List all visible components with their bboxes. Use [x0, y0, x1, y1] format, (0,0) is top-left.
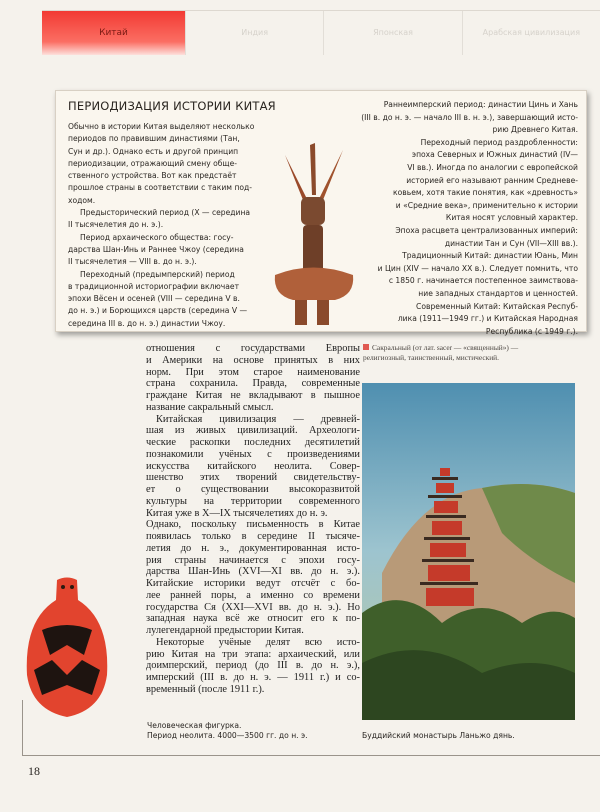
box-right-line: ковьем, хотя такие понятия, как «древность»: [393, 188, 578, 198]
box-right-line: историей его называют ранним Средневе-: [406, 175, 578, 185]
bronze-figure-image: [265, 135, 360, 330]
box-left-line: в традиционной историографии включает: [68, 281, 240, 291]
main-text-line: появилась только в середине II тысяче-: [146, 531, 360, 542]
box-right-line: и Цин (XIV — начало XX в.). Следует помнить, что: [377, 263, 578, 273]
box-left-line: ственного устройства. Вот как предстаёт: [68, 171, 237, 181]
main-text-line: государства Ся (XXI—XVI вв. до н. э.). Но: [146, 601, 360, 613]
main-text-line: ческие раскопки последних десятилетий: [146, 437, 360, 448]
box-right-line: эпоха Северных и Южных династий (IV—: [411, 150, 578, 160]
main-text-line: отношения с государствами Европы: [146, 343, 360, 354]
main-text-line: страна сохранила. Правда, современные: [146, 378, 360, 390]
figurine-caption-line-1: Человеческая фигурка.: [147, 721, 242, 730]
main-text-line: летия до н. э., документированная исто-: [146, 542, 360, 554]
main-text-line: доимперский, период (до III в. до н. э.),: [146, 660, 360, 672]
main-text-line: Китайские историки ведут отсчёт с бо-: [146, 578, 360, 589]
main-text-line: временный (после 1911 г.).: [146, 683, 265, 695]
main-text-line: лулегендарной предыстории Китая.: [146, 625, 304, 636]
box-left-line: Предысторический период (X — середина: [80, 208, 251, 218]
box-left-line: Сун и др.). Однако есть и другой принцип: [68, 146, 239, 156]
figurine-caption-line-2: Период неолита. 4000—3500 гг. до н. э.: [147, 731, 308, 740]
box-title: ПЕРИОДИЗАЦИЯ ИСТОРИИ КИТАЯ: [68, 99, 276, 113]
main-text-line: лее ранней поры, а именно со времени: [146, 589, 360, 601]
monastery-caption: Буддийский монастырь Ланьжо дянь.: [362, 731, 515, 740]
box-right-line: Раннеимперский период: династии Цинь и Хань: [383, 100, 578, 109]
main-text-line: рию Китая на три этапа: архаический, или: [146, 648, 360, 660]
main-text-line: граждане Китая не вкладывают в пышное: [146, 390, 360, 401]
box-left-line: II тысячелетия до н. э.).: [68, 220, 164, 230]
neolithic-vase-image: [22, 575, 112, 720]
box-right-line: (III в. до н. э. — начало III в. н. э.), завершающий исто-: [361, 112, 578, 122]
box-right-column: [328, 99, 578, 338]
gloss-line-1: Сакральный (от лат. sacer — «священный») —: [372, 343, 519, 352]
box-left-line: Переходный (предымперский) период: [80, 269, 235, 279]
main-text-line: Китая уже в X—IX тысячелетиях до н. э.: [146, 507, 328, 519]
box-left-line: прошлое страны в соответствии с таким под-: [68, 183, 253, 193]
box-left-line: II тысячелетия — VIII в. до н. э.).: [68, 257, 197, 267]
box-left-line: Период архаического общества: госу-: [80, 232, 234, 242]
main-text-line: имперский (III в. до н. э. — 1911 г.) и со-: [146, 672, 360, 683]
gloss-line-2: религиозный, таинственный, мистический.: [363, 353, 499, 362]
box-left-line: до н. э.) и Борющихся царств (середина V —: [68, 306, 248, 316]
main-text-line: западная наука всё же относит его к по-: [146, 613, 360, 625]
main-text-line: культуры на территории современного: [146, 495, 360, 507]
gloss-marker-icon: [363, 344, 369, 350]
box-right-line: и «Средние века», применительно к истории: [395, 200, 578, 210]
main-text-line: название сакральный смысл.: [146, 401, 274, 413]
main-text-line: шая из живых цивилизаций. Археологи-: [146, 425, 360, 437]
section-tabs: [42, 10, 600, 55]
main-text-line: шенство этих творений свидетельству-: [146, 472, 360, 484]
box-right-line: VI вв.). Иногда по аналогии с европейской: [407, 162, 578, 172]
main-text-line: и Америки на основе принятых в них: [146, 354, 360, 366]
box-right-line: Современный Китай: Китайская Респуб-: [416, 301, 578, 311]
main-text: [146, 343, 360, 696]
main-text-line: Некоторые учёные делят всю исто-: [156, 636, 360, 648]
box-left-line: эпохи Вёсен и осеней (VIII — середина V в.: [68, 294, 240, 304]
box-right-line: Переходный период раздробленности:: [420, 137, 578, 147]
box-right-line: ние западных стандартов и ценностей.: [418, 288, 578, 298]
left-divider: [22, 700, 23, 756]
main-text-line: познакомили учёных с произведениями: [146, 448, 360, 460]
main-text-line: норм. При этом старое наименование: [146, 366, 360, 378]
page-number: 18: [28, 764, 40, 778]
main-text-line: ет о существовании высокоразвитой: [146, 484, 360, 495]
box-right-line: рию Древнего Китая.: [492, 125, 578, 135]
box-right-line: с 1850 г. начинается постепенное заимствова-: [388, 276, 578, 286]
box-left-column: [68, 121, 273, 330]
main-text-line: Китайская цивилизация — древней-: [156, 413, 360, 425]
box-right-line: Китая носят условный характер.: [445, 213, 578, 223]
main-text-line: Однако, поскольку письменность в Китае: [146, 519, 360, 531]
figurine-caption: [147, 721, 308, 741]
box-left-line: середина III в. до н. э.) династии Чжоу.: [68, 318, 226, 328]
box-right-line: Республика (с 1949 г.).: [485, 326, 578, 336]
box-right-line: лика (1911—1949 гг.) и Китайская Народная: [397, 314, 578, 324]
box-left-line: Обычно в истории Китая выделяют несколько: [68, 122, 255, 131]
monastery-photo: [362, 383, 575, 720]
box-right-line: Эпоха расцвета централизованных империй:: [395, 225, 578, 235]
box-left-line: дарства Шан-Инь и Раннее Чжоу (середина: [68, 244, 244, 254]
box-left-line: периодизации, отражающий смену обще-: [68, 158, 237, 168]
box-right-line: династии Тан и Сун (VII—XIII вв.).: [444, 238, 578, 248]
box-right-line: Традиционный Китай: династии Юань, Мин: [402, 251, 578, 261]
bottom-divider: [22, 755, 600, 756]
box-left-line: ходом.: [68, 195, 96, 205]
tab-arab[interactable]: Арабская цивилизация: [462, 11, 600, 55]
main-text-line: дарства Шан-Инь (XVI—XI вв. до н. э.).: [146, 566, 360, 578]
tab-india[interactable]: Индия: [185, 11, 323, 55]
tab-china[interactable]: Китай: [42, 11, 185, 55]
box-left-line: периодов по правившим династиями (Тан,: [68, 134, 240, 144]
tab-3[interactable]: Японская: [323, 11, 461, 55]
glossary-note: [363, 343, 583, 363]
main-text-line: рия страны начинается с эпохи госу-: [146, 554, 360, 566]
main-text-line: искусства китайского неолита. Совер-: [146, 460, 360, 472]
